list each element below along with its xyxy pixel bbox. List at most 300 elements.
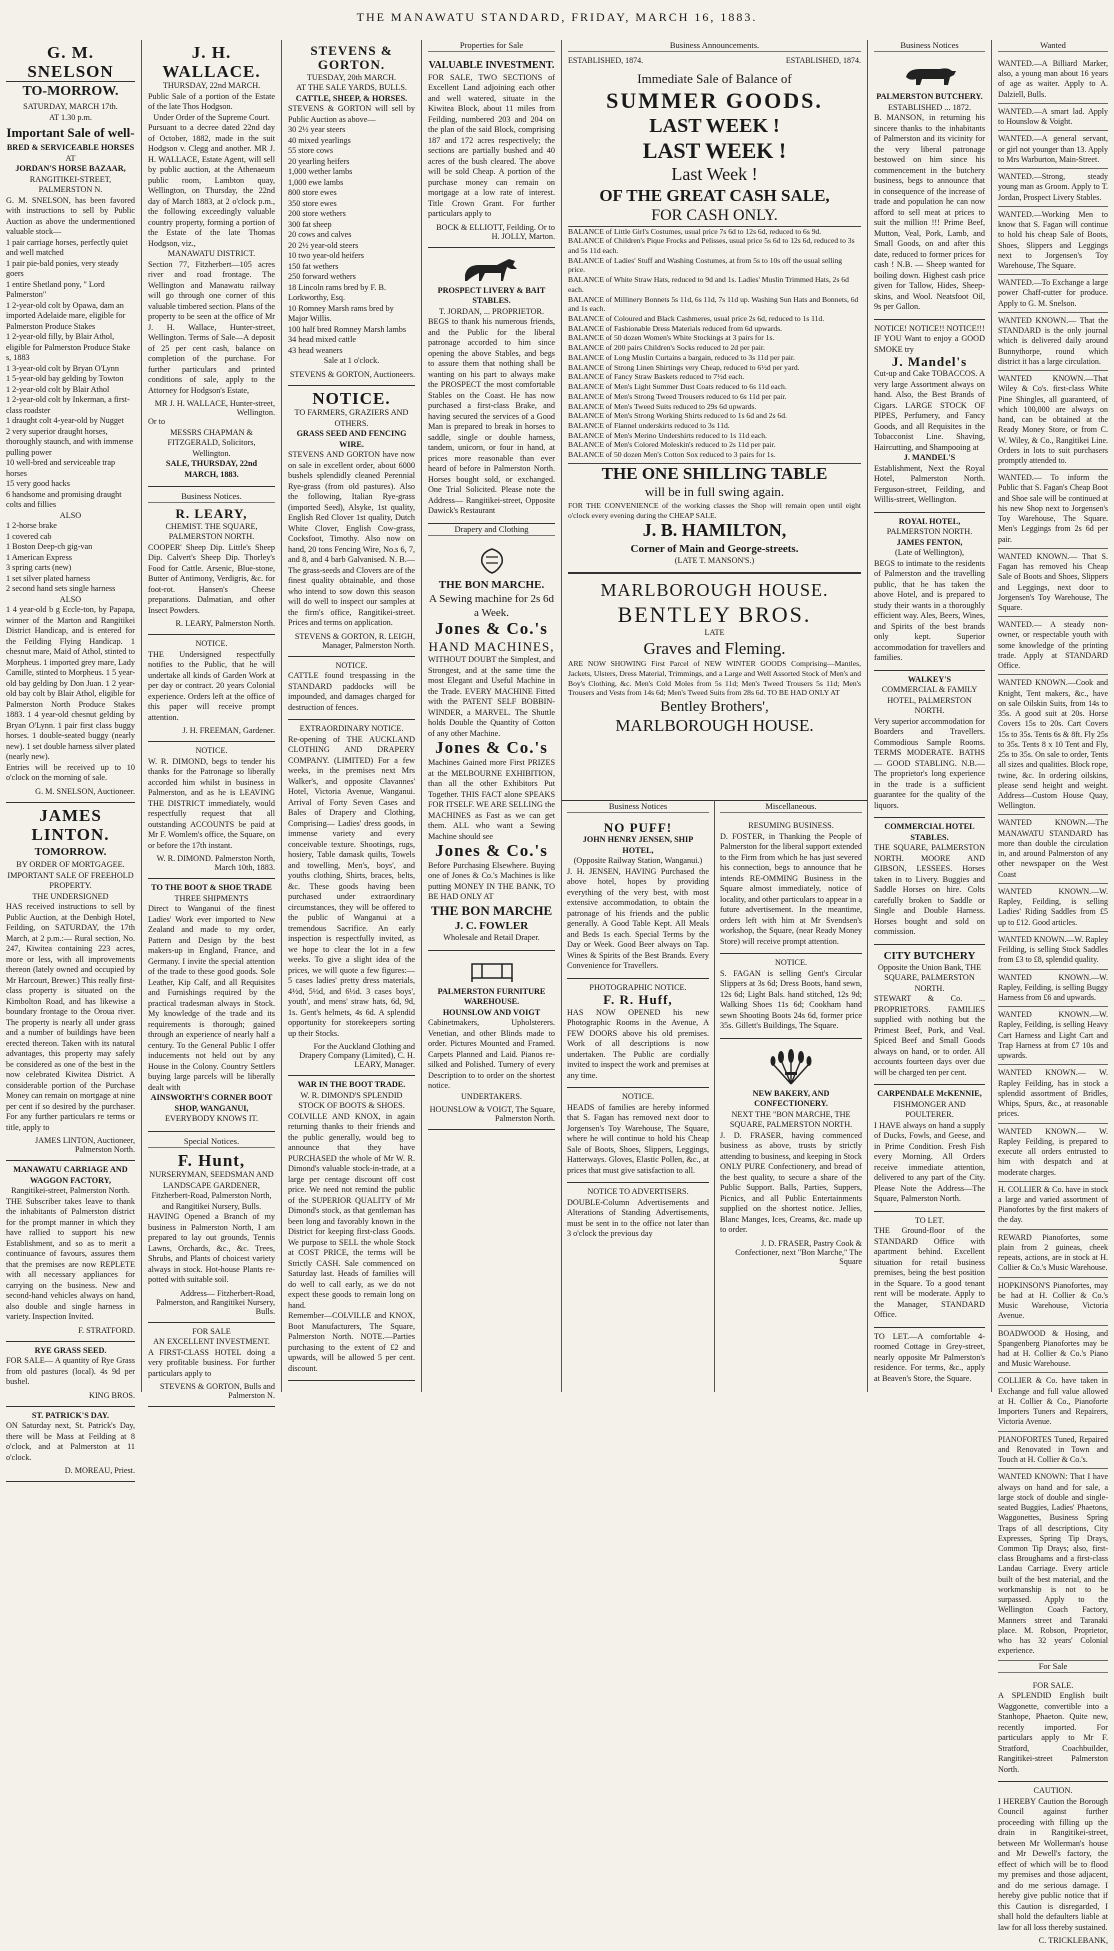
list-item: 6 handsome and promising draught colts and fillies [6,489,122,510]
ad-location: NEXT THE "BON MARCHE, THE SQUARE, PALMERSTON NORTH. [729,1109,853,1129]
ad-time: AT 1.30 p.m. [49,112,92,122]
ad-subheading: CHEMIST. THE SQUARE, PALMERSTON NORTH. [165,521,258,542]
ad-body: THE Subscriber takes leave to thank the inhabitants of Palmerston district for the prompt manner in which they have rallied to support his new Establishment, and so as to merit a continuance of favours, assures them that the premises are now REPLETE with all necessary appliances for carrying on the business. New and second-hand vehicles always on hand, also double and single harness in variety. Inspection Invited. [6,1196,135,1322]
ad-body: B. MANSON, in returning his sincere thanks to the inhabitants of Palmerston and its vicinity for the very liberal patronage bestowed on him since his commencement in the butchery business, begs to announce that in consequence of the increase of trade and population he can now afford to sell meat at prices to suit the million !!! Prime Beef, Mutton, Veal, Pork, Lamb, and Small Goods, on and after this date, reduced to former prices for cash ! N.B. — Sheep wanted for boiling down. Highest cash price given for Tallow, Hides, Sheep-skins, and Wool. Neatsfoot Oil, 9s per Gallon. [874,113,985,311]
stock-list [288,125,415,356]
list-item: 10 well-bred and serviceable trap horses [6,458,116,478]
ad-signature: W. R. DIMOND. Palmerston North, March 10th, 1883. [156,854,275,873]
ad-signature: D. MOREAU, Priest. [64,1466,135,1476]
ad-heading: VALUABLE INVESTMENT. [428,60,555,71]
ad-body: Pursuant to a decree dated 22nd day of October, 1882, made in the suit Hodgson v. Clegg and another. MR J. H. WALLACE, Estate Agent, will sell by public auction, at the Athenaeum public room, Lambton quay, Wellington, on Thursday, the 22nd day of March 1883, at 2 o'clock p.m., the following exceedingly valuable country property, forming a portion of the Estate of the late Thomas Hodgson, viz., [148,123,275,248]
ad-signature: J. H. FREEMAN, Gardener. [182,726,275,736]
city-butchery-ad [874,945,985,1086]
livery-ad [428,248,555,524]
ad-body: FOR THE CONVENIENCE of the working classes the Shop will remain open until eight o'clock every evening during the CHEAP SALE. [568,500,861,520]
ad-subheading: TOMORROW. [34,846,107,859]
ad-late: LATE [704,628,725,638]
section-label: Business Notices [567,801,709,813]
list-item: 40 mixed yearlings [288,135,351,145]
list-item: 1,000 wether lambs [288,167,353,177]
stables-ad [874,818,985,945]
list-item: 800 store ewes [288,188,337,198]
ad-heading: NOTICE. [312,388,391,408]
list-item: BALANCE of Men's Merino Undershirts reduced to 1s 11d each. [568,430,767,440]
ad-established: ESTABLISHED ... 1872. [887,102,972,112]
royal-hotel-ad [874,513,985,671]
list-item: BALANCE of Men's Strong Working Shirts reduced to 1s 6d and 2s 6d. [568,411,787,421]
ad-heading: WALKEY'S [907,674,952,684]
column-1 [0,40,142,1476]
caution-ad [998,1782,1108,1951]
ad-heading: AINSWORTH'S CORNER BOOT SHOP, WANGANUI, [150,1093,273,1113]
wanted-ad: WANTED KNOWN: That I have always on hand and for sale, a large stock of double and single-seated Buggies, Ladies' Phaetons, Waggonettes, Business Spring Traps of all descriptions, City Expresses, Spring Tip Drays, Common Tip Drays; also, first-class Broughams and a first-class Landau Carriage. Every article built of the best material, and the workmanship is not to be surpassed. Apply to the Wellington Coach Factory, Manners street and Taranaki place. M. Robson, Proprietor, who has 32 years' Colonial experience. [998,1469,1108,1660]
ad-location: Establishment, Next the Royal Hotel, Palmerston North. Ferguson-street, Feilding, and Willis-street, Wellington. [874,463,985,505]
list-item: 1 set silver plated harness [6,573,91,583]
ad-body: A SPLENDID English built Waggonette, convertible into a Stanhope, Phaeton. Quite new, recently imported. For particulars apply to Mr F. Stratford, Coachbuilder, Rangitikei-street Palmerston North. [998,1691,1108,1774]
list-item: 2 very superior draught horses, thoroughly staunch, and with immense pulling power [6,426,134,457]
established-row [568,56,861,65]
ad-body: TO LET.—A comfortable 4-roomed Cottage in Grey-street, nearly opposite Mr Palmerston's residence. For terms, &c., apply at Beaven's Store, the Square. [874,1331,985,1383]
ad-subheading: TO-MORROW. [22,84,119,100]
waggonette-ad [998,1677,1108,1783]
bon-marche-ad [428,540,555,951]
list-item: BALANCE of Men's Light Summer Dust Coats reduced to 6s 11d each. [568,382,787,392]
ad-line: MESSRS CHAPMAN & FITZGERALD, Solicitors, Wellington. [167,427,256,458]
list-item: 200 store wethers [288,209,346,219]
ad-tagline: EVERYBODY KNOWS IT. [164,1114,258,1124]
ad-line: Under Order of the Supreme Court. [153,112,270,122]
ad-heading: PROSPECT LIVERY & BAIT STABLES. [437,285,546,306]
ad-date: TUESDAY, 20th MARCH. [306,72,397,82]
ad-heading: PALMERSTON FURNITURE WAREHOUSE. [437,986,546,1007]
list-item: BALANCE of Little Girl's Costumes, usual price 7s 6d to 12s 6d, reduced to 6s 9d. [568,226,822,236]
summer-goods-heading: SUMMER GOODS. [606,87,823,113]
ad-signature: HOUNSLOW & VOIGT, The Square, Palmerston North. [429,1105,555,1124]
marlborough-footer: MARLBOROUGH HOUSE. [615,716,814,736]
ad-body: D. FOSTER, in Thanking the People of Palmerston for the liberal support extended to the Firm from which he has just severed his connection, begs to announce that he intends RE-OMMING Business in the Square almost immediately, notice of locality, and other particulars to appear in a future advertisement. In the meantime, orders left with him at Mr Svendsen's workshop, the Square, (near Ready Money Store) will receive prompt attention. [720,831,862,946]
ad-body: Re-opening of THE AUCKLAND CLOTHING AND DRAPERY COMPANY. (LIMITED) For a few weeks, in the premises next Mrs Walker's, and opposite Clavannes' Hotel, Victoria Avenue, Wanganui. Arrival of Forty Seven Cases and Bales of Drapery and Clothing, Comprising— Ladies' dress goods, in immense variety and every conceivable texture. Shootings, rugs, hosiery, Table damask quilts, Towels and towelling, Men's, boys', and youths clothing, Shirts, braces, belts, &c. These goods having been purchased under extraordinary circumstances, they will be offered to the public of Wanganui at a tremendous Sacrifice. An early inspection is respectfully invited, as we hope to clear the lot in a few weeks. To give a slight idea of the prices, we will quote a few figures:— 5 cases ladies' pretty dress materials, 4½d, 5½d, and 6½d. 3 cases boys', youth', and mens' straw hats, 6d, 9d, 1s. Gent's helmets, 4s 6d. A splendid opportunity for storekeepers sorting up their Stocks. [288,734,415,1038]
ad-subheading: JOHN HENRY JENSEN, SHIP HOTEL, [582,835,694,855]
list-item: BALANCE of Strong Linen Shirtings very Cheap, reduced to 6½d per yard. [568,362,800,372]
list-item: BALANCE of Ladies' Stuff and Washing Costumes, at from 5s to 10s off the usual selling price. [568,255,843,275]
wallace-ad [148,40,275,487]
ad-body: Before Purchasing Elsewhere. Buying one of Jones & Co.'s Machines is like putting MONEY IN THE BANK, TO BE HAD ONLY AT [428,860,555,902]
list-item: 10 Romney Marsh rams bred by Major Willis. [288,303,394,324]
marlborough-heading: MARLBOROUGH HOUSE. [600,580,829,601]
wanted-ad: WANTED KNOWN.— That S. Fagan has removed his Cheap Sale of Boots and Shoes, Slippers and Leggings, next door to Jorgensen's Toy Warehouse, The Square. [998,549,1108,617]
ad-signature: Address— Fitzherbert-Road, Palmerston, and Rangitikei Nursery, Bulls. [156,1288,275,1316]
ad-signature: Remember—COLVILLE and KNOX, Boot Manufacturers, The Square, Palmerston North. NOTE.—Parties purchasing to the extent of £2 and upwards, will be allowed 5 per cent. discount. [288,1311,415,1373]
list-item: 1 2-year-old colt by Opawa, dam an imported Adelaide mare, eligible for Palmerston Produce Stakes [6,300,126,331]
ad-body: THE Ground-floor of the STANDARD Office with apartment behind. Excellent situation for retail business premises, being the best position in the Square. To a good tenant rent will be moderate. Apply to the Manager, STANDARD Office. [874,1226,985,1320]
ad-date: THURSDAY, 22nd MARCH. [162,81,261,91]
ad-body: STEVENS AND GORTON have now on sale in excellent order, about 6000 bushels splendidly cleaned Perennial Rye-grass (from old pastures). Also the following, Italian Rye-grass (imported Seed), Alsyke, 1st quality, English Red Clover 1st quality, Dutch White Clover, English Cow-grass, Cocksfoot, Timothy. Also now on hand, 20 tons Fencing Wire, No.s 6, 7, and 8, and 4 barb Galvanised. N. B.—The grass-seeds and Clovers are of the finest quality obtainable, and those who intend to sow down this season will do well to inspect our samples at the firm's office, Rangitikei-street. Prices and terms on application. [288,450,415,628]
list-item: 1 entire Shetland pony, " Lord Palmerston" [6,279,105,300]
ad-heading: TO THE BOOT & SHOE TRADE [151,883,272,893]
ad-body: FOR SALE, TWO SECTIONS of Excellent Land adjoining each other and well watered, situate in the Kiwitea Block, about 11 miles from Feilding, numbered 203 and 204 on the plan of the said Block, comprising 187 and 172 acres respectively; the sections are partially bushed and 40 acres of the bush cleared. The above will be sold Cheap. A portion of the purchase money can remain on mortgage at a low rate of interest. Title Crown Grant. For further particulars apply to [428,72,555,219]
dimond-ad [148,742,275,879]
ad-body: THE SQUARE, PALMERSTON NORTH. MOORE AND GIBSON, LESSEES. Horses taken in to Livery. Buggies and Saddle Horses on hire. Colts carefully broken to Saddle or Single and Double Harness. Horses bought and sold on commission. [874,843,985,937]
list-item: BALANCE of Men's Colored Moleskin's reduced to 2s 11d per pair. [568,440,776,450]
list-item: 1 3-year-old colt by Bryan O'Lynn [6,363,119,373]
ad-subheading: HOUNSLOW AND VOIGT [442,1007,541,1017]
ad-location: Fitzherbert-Road, Palmerston North, and Rangitikei Nursery, Bulls. [151,1191,272,1211]
wanted-ad: WANTED KNOWN.—The MANAWATU STANDARD has more than double the circulation in, and around Palmerston of any other newspaper on the West Coast [998,815,1108,883]
column-3 [282,40,422,1392]
walkeys-ad [874,671,985,819]
ad-heading: JAMES LINTON. [31,805,110,844]
ad-heading: R. LEARY, [175,506,248,522]
last-week-heading: Last Week ! [671,164,758,185]
ad-heading: F. Hunt, [177,1150,246,1170]
list-item: 1,000 ewe lambs [288,177,344,187]
wanted-ad: WANTED KNOWN.—W. Rapley, Feilding, is selling Buggy Harness from £6 and upwards. [998,970,1108,1008]
ad-heading: Jones & Co.'s [435,738,548,758]
list-item: 20 2½ year-old steers [288,240,359,250]
list-item: BALANCE of White Straw Hats, reduced to 9d and 1s. Ladies' Muslin Trimmed Hats, 2s 6d each. [568,275,849,294]
list-item: BALANCE of Long Muslin Curtains a bargain, reduced to 3s 11d per pair. [568,352,795,362]
list-item: 2 second hand sets single harness [6,584,116,594]
wanted-ad: WANTED.— A steady non-owner, or respectable youth with some knowledge of the printing trade. Apply at STANDARD Office. [998,617,1108,675]
ad-signature: MR J. H. WALLACE, Hunter-street, Wellington. [154,399,275,418]
ad-subtitle: BRED & SERVICEABLE HORSES [6,143,135,153]
ad-signature: STEVENS & GORTON, Bulls and Palmerston N. [159,1382,275,1401]
advertisers-ad [567,1183,709,1246]
section-label: Business Announcements. [568,40,861,52]
ad-subheading: JAMES FENTON, [896,537,963,547]
list-item: 20 cows and calves [288,230,352,240]
ad-line: MANAWATU DISTRICT. [167,249,256,259]
ad-subheading: HAND MACHINES, [428,638,555,654]
ad-note: (LATE T. MANSON'S.) [674,555,755,565]
cottage-ad [874,1328,985,1391]
ad-line: THE UNDERSIGNED [32,891,109,901]
list-item: BALANCE of Fancy Straw Baskets reduced to 7½d each. [568,372,745,382]
section-label: Wanted [998,40,1108,52]
ad-subheading: NURSERYMAN, SEEDSMAN AND LANDSCAPE GARDENER, [149,1170,274,1190]
auckland-clothing-ad [288,720,415,1076]
established-left: ESTABLISHED, 1874. [568,56,644,65]
cattle-ad [288,657,415,721]
ad-note: Sale at 1 o'clock. [323,356,380,366]
ad-at: AT [65,153,76,163]
bentley-heading: BENTLEY BROS. [617,602,812,628]
list-item: BALANCE of Millinery Bonnets 5s 11d, 6s 11d, 7s 11d up. Washing Sun Hats and Bonnets, 6d and 1s each. [568,294,859,314]
piano-ad: REWARD Pianofortes, some plain from 2 guineas, cheek repeats, actions, are in stock at H. Collier & Co.'s Music Warehouse. [998,1230,1108,1278]
list-item: 10 two year-old heifers [288,251,364,261]
ad-subheading: W. R. DIMOND'S SPLENDID STOCK OF BOOTS & SHOES. [298,1090,405,1111]
list-item: 43 head weaners [288,345,343,355]
section-label: For Sale [998,1661,1108,1673]
list-item: 350 store ewes [288,198,337,208]
ad-heading: RYE GRASS SEED. [34,1345,107,1355]
ad-signature: J. D. FRASER, Pastry Cook & Confectioner, next "Bon Marche," The Square [735,1238,862,1266]
list-item: 1 2-year-old filly, by Blair Athol, eligible for Palmerston Produce Stake s, 1883 [6,332,131,363]
ad-body: ON Saturday next, St. Patrick's Day, there will be Mass at Feilding at 8 o'clock, and at Palmerston at 11 o'clock. [6,1421,135,1462]
fagan-notice-ad [567,1088,709,1183]
section-label: Special Notices. [148,1136,275,1148]
ad-body: G. M. SNELSON, has been favored with instructions to sell by Public Auction as above the undermentioned valuable stock— [6,195,135,237]
ad-heading: CARPENDALE McKENNIE, [877,1089,982,1099]
ad-subheading: THREE SHIPMENTS [174,893,249,903]
ad-signature: J. MANDEL'S [903,453,956,463]
ad-also: ALSO [59,594,82,604]
ad-body: CATTLE found trespassing in the STANDARD paddocks will be impounded, and damages charged for destruction of fences. [288,671,415,712]
ad-line: IMPORTANT SALE OF FREEHOLD PROPERTY. [7,870,134,891]
ad-heading: FOR SALE [192,1326,231,1336]
section-label: Drapery and Clothing [428,524,555,536]
cash-sale-heading: OF THE GREAT CASH SALE, [599,186,830,205]
list-item: 1 2-year-old colt by Inkerman, a first-class roadster [6,395,130,415]
list-item: 1 draught colt 4-year-old by Nugget [6,416,124,426]
ad-location: Opposite the Union Bank, THE SQUARE, PALMERSTON NORTH. [877,962,982,993]
list-item: BALANCE of Fashionable Dress Materials reduced from 6d upwards. [568,323,783,333]
ad-heading: NO PUFF! [603,820,673,835]
list-item: 100 half bred Romney Marsh lambs [288,324,407,334]
ad-body: J. H. JENSEN, HAVING Purchased the above hotel, hopes by providing everything of the very best, with most extensive accommodation, to obtain the patronage of his friends and the public generally. A Good Table Kept. All Meals and Beds 1s each. Special Terms by the Day or Week. Good Beer always on Tap. Wines & Spirits of the Best Brands. Every Convenience for Travellers. [567,866,709,971]
list-item: BALANCE of Flannel underskirts reduced to 3s 11d. [568,420,730,430]
wanted-ad: WANTED.—A general servant, or girl not younger than 13. Apply to Mrs Warburton, Main-Street. [998,131,1108,169]
piano-ad: HOPKINSON'S Pianofortes, may be had at H. Collier & Co.'s Music Warehouse, Victoria Avenue. [998,1278,1108,1326]
list-item: 15 very good hacks [6,479,70,489]
wanted-ad: WANTED.—To Exchange a large power Chaff-cutter for produce. Apply to G. M. Snelson. [998,275,1108,313]
ad-body: Public Sale of a portion of the Estate of the late Thos Hodgson. [148,91,275,112]
ad-signature: KING BROS. [89,1390,135,1400]
list-item: 30 2½ year steers [288,125,346,135]
ad-body: Very superior accommodation for Boarders and Travellers. Commodious Sample Rooms. TERMS MODERATE. BATHS— GOOD STABLING. N.B.—The proprietor's long experience in the trade is a sufficient guarantee for the quality of the liquors. [874,716,985,810]
ad-heading: ST. PATRICK'S DAY. [31,1410,110,1420]
ad-body: J. D. FRASER, having commenced business as above, trusts by strictly attending to business, and keeping in Stock ONLY PURE Confectionery, and bread of the best quality, to secure a share of the Public Support. Balls, Parties, Suppers, Picnics, and all Public Entertainments supplied on the shortest notice. Jellies, Blanc Manges, Ices, Creams, &c. made up to order. [720,1130,862,1234]
foster-ad [720,817,862,954]
column-6 [868,40,992,1392]
ad-signature: For the Auckland Clothing and Drapery Company (Limited), C. H. LEARY, Manager. [299,1042,415,1070]
list-item: 1 Boston Deep-ch gig-van [6,542,93,552]
horse-icon [457,255,527,283]
ad-heading: ROYAL HOTEL, [898,516,961,526]
wanted-ad: WANTED KNOWN.—W. Rapley, Feilding, is selling Heavy Cart Harness and Light Cart and Trap Harness at from £7 10s and upwards. [998,1007,1108,1065]
ad-body: WITHOUT DOUBT the Simplest, and Strongest, and at the same time the most Elegant and Useful Machine in the Trade. EVERY MACHINE Fitted with the PATENT SELF BOBBIN-WINDER, a MARVEL. The Shuttle holds Double the Quantity of Cotton of any other Machine. [428,655,555,738]
carpendale-ad [874,1085,985,1212]
boot-trade-ad [148,879,275,1132]
cash-only-heading: FOR CASH ONLY. [568,206,861,226]
section-label: Business Notices. [148,491,275,503]
ad-heading: RESUMING BUSINESS. [748,821,834,830]
ad-heading: F. R. Huff, [603,992,673,1008]
ad-subheading: GRASS SEED AND FENCING WIRE. [296,429,407,449]
carriage-ad [6,1161,135,1342]
ad-body: W. R. DIMOND, begs to tender his thanks for the Patronage so liberally accorded him whilst in business in Palmerston, and as he is LEAVING THE DISTRICT immediately, would respectfully request that all outstanding ACCOUNTS be paid at Mr F. Womlem's office, the Square, on or before the 17th instant. [148,756,275,850]
masthead: THE MANAWATU STANDARD, FRIDAY, MARCH 16, 1883. [356,10,758,24]
ad-heading: STEVENS & GORTON. [310,43,393,73]
ad-venue: JORDAN'S HORSE BAZAAR, [15,164,126,174]
ad-note: (Late of Wellington), [895,548,964,558]
last-week-heading: LAST WEEK ! [649,115,780,138]
ad-date: SATURDAY, MARCH 17th. [23,102,118,112]
ad-body: IF YOU Want to enjoy a GOOD SMOKE try [874,334,985,354]
ad-signature: STEVENS & GORTON, Auctioneers. [289,369,415,379]
piano-ad: H. COLLIER & Co. have in stock a large and varied assortment of Pianofortes by the first makers of the day. [998,1182,1108,1230]
column-2 [142,40,282,1401]
list-item: 1 pair pie-bald ponies, very steady goers [6,258,119,279]
piano-ad: BOADWOOD & Hosing, and Spangenberg Pianofortes may be had at H. Collier & Co.'s Piano and Music Warehouse. [998,1326,1108,1374]
section-label: Business Notices [874,40,985,52]
ad-signature: C. TRICKLEBANK, [1038,1936,1108,1946]
ad-body: S. FAGAN is selling Gent's Circular Slippers at 3s 6d; Dress Boots, hand sewn, 12s 6d; Light Bals. hand stitched, 12s 9d; Walking Shoes 11s 6d; Cookham hand sewn Shooting Boots 24s 6d, former price 35s. Gillett's Buildings, The Square. [720,968,862,1030]
piano-ad: PIANOFORTES Tuned, Repaired and Renovated in Town and Touch at H. Collier & Co.'s. [998,1432,1108,1470]
boot-war-ad [288,1076,415,1381]
patrick-ad [6,1407,135,1483]
wanted-ad: WANTED KNOWN.— That the STANDARD is the only journal which is delivered daily around Bunnythorpe, round which district it has a large circulation. [998,313,1108,371]
tolet-ad [874,1212,985,1328]
graves-heading: Graves and Fleming. [643,638,786,658]
ad-body: Machines Gained more First PRIZES at the MELBOURNE EXHIBITION, than all the other Exhibitors Put Together. THIS FACT alone SPEAKS FOR ITSELF. WE ARE SELLING the MACHINES as Fast as we can get them. ALL who want a Sewing Machine should see [428,758,556,841]
ad-heading: J. Mandel's [891,354,968,369]
ad-street: RANGITIKEI-STREET, PALMERSTON N. [29,174,112,195]
ad-subheading: A Sewing machine for 2s 6d a Week. [429,592,554,619]
wanted-ad: WANTED.—A Billiard Marker, also, a young man about 16 years of age as waiter. Apply to A. Dalziell, Bulls. [998,56,1108,104]
list-item: 34 head mixed cattle [288,335,356,345]
freeman-ad [148,635,275,742]
ad-body: Direct to Wanganui of the finest Ladies' Work ever imported to New Zealand and made to my order, Pattern and Design by the best makers-up in England, France, and Germany. I invite the special attention of the trade to these good goods. Sole Leather, Kip Calf, and all Requisites and Furnishings required by the practical tradesman always in Stock. My knowledge of the trade and its requirements is thorough; gained through an experience of nearly half a century. To the General Public I offer inducements not held out by any House in the Colony. Country Settlers buying large parcels will be liberally dealt with [148,904,275,1092]
ad-proprietor: T. JORDAN, ... PROPRIETOR. [438,306,544,316]
jensen-ad [567,817,709,979]
list-item: 3 spring carts (new) [6,563,72,573]
ad-body: HAS NOW OPENED his new Photographic Rooms in the Avenue, A FEW DOORS above his old premises. Work of all descriptions is now undertaken. The Public are cordially invited to inspect the work and premises at any time. [567,1007,709,1080]
ad-location: PALMERSTON NORTH. [886,527,973,537]
spread-hamilton [562,40,868,800]
ad-body: HEADS of families are hereby informed that S. Fagan has removed next door to Jorgensen's Toy Warehouse, The Square, where he will continue to hold his Cheap Sale of Boots, Shoes, Slippers, Leggings, Hatterways. Gloves, Elastic Pollen, &c., at prices that must give satisfaction to all. [567,1102,709,1175]
wanted-ad: WANTED KNOWN.—Cook and Knight, Tent makers, &c., have on sale Oilskin Suits, from 14s to 35s. A good suit at 20s. Horse Covers 15s to 20s. Cart Covers 15s to 35s. Tents 6s & 8ft. Fly 25s to 35s. Tents 8 x 10 Tent and Fly, 25s to 35s. On sale to order, Tents all sizes and qualities. Block rope, twine, &c. In ordering oilskins, please send height and weight. Address—Custom House Quay, Wellington. [998,675,1108,815]
ad-heading: J. C. FOWLER [454,920,529,933]
ad-signature: BOCK & ELLIOTT, Feilding. Or to H. JOLLY, Marton. [436,222,555,241]
ad-body: BEGS to thank his numerous friends, and the Public for the liberal patronage accorded to him since opening the above Stables, and begs to assure them that nothing shall be wanting on his part to always make the PROSPECT the most comfortable Stables on the Coast. He has now purchased a first-class Brake, and having secured the services of a Good Man is prepared to break in horses to saddle, single or double harness, tandem, unicorn, or four in hand, at prices more reasonable than ever heard of before in Palmerston North. Horses bought sold, or exchanged. One Trial Solicited. Please note the Address— Rangitikei-street, Opposite Dawick's Restaurant [428,317,555,516]
bentley-brothers: Bentley Brothers', [660,699,769,716]
list-item: BALANCE of 50 dozen Men's Cotton Sox reduced to 3 pairs for 1s. [568,450,776,460]
furniture-ad [428,951,555,1131]
photo-ad [567,979,709,1088]
hotel-sale-ad [148,1323,275,1408]
ad-signature: JAMES LINTON, Auctioneer, Palmerston North. [34,1136,135,1155]
wanted-ad: WANTED KNOWN.— W. Rapley Feilding, is prepared to execute all orders entrusted to him with despatch and at moderate charges. [998,1124,1108,1182]
ad-heading: FOR SALE. [1032,1680,1074,1690]
ad-signature: G. M. SNELSON, Auctioneer. [35,786,135,796]
ad-body: Cabinetmakers, Upholsterers. Venetian, and other Blinds made to order. Pictures Mounted and Framed. Carpets Planned and Laid. Pianos re-silked and Polished. Turnery of every Description to to order on the shortest notice. [428,1018,555,1091]
section-label: Properties for Sale [428,40,555,52]
ad-also: ALSO [59,510,82,520]
ad-heading: TO LET. [914,1215,945,1225]
ad-heading: EXTRAORDINARY NOTICE. [299,724,404,734]
ad-line: SALE, THURSDAY, 22nd MARCH, 1883. [165,459,258,479]
ad-location: Corner of Main and George-streets. [630,542,799,555]
ad-heading: NOTICE. [195,639,228,649]
list-item: 1 5-year-old bay gelding by Towton [6,374,124,384]
wanted-ad: WANTED.—Strong, steady young man as Groom. Apply to T. Jordan, Prospect Livery Stables. [998,169,1108,207]
list-item: BALANCE of Coloured and Black Cashmeres, usual price 2s 6d, reduced to 1s 11d. [568,314,825,324]
ad-heading: NOTICE TO ADVERTISERS. [587,1187,689,1197]
ad-subheading: COMMERCIAL & FAMILY HOTEL, PALMERSTON NORTH. [881,685,978,716]
ad-line: Or to [148,417,166,427]
wanted-ad: WANTED.—A smart lad. Apply to Hounslow & Voight. [998,104,1108,131]
ad-heading: Jones & Co.'s [435,619,548,639]
ad-signature: STEVENS & GORTON, R. LEIGH, Manager, Palmerston North. [294,631,415,650]
ad-heading: PHOTOGRAPHIC NOTICE. [589,982,687,992]
ad-heading: NOTICE. [621,1092,655,1102]
shilling-table-heading: THE ONE SHILLING TABLE [568,463,861,484]
ad-location: (Opposite Railway Station, Wanganui.) [573,856,703,866]
mandel-ad [874,320,985,513]
ad-heading: CAUTION. [1033,1786,1073,1796]
wheat-sheaf-icon [751,1046,831,1086]
wanted-ad: WANTED KNOWN.—That Wiley & Co's. first-class White Pine Shingles, all guaranteed, of which 100,000 are always on hand, can be obtained at the Ready Money Store, or from C. W. Wiley, & Co., Rangitikei Line. Orders in lots to suit purchasers promptly attended to. [998,371,1108,470]
balance-list [568,227,861,460]
ad-heading: J. H. WALLACE. [162,43,261,81]
list-item: 150 fat wethers [288,261,339,271]
investment-ad [428,56,555,248]
linton-ad [6,803,135,1161]
ad-signature: F. STRATFORD. [78,1325,135,1335]
stock-list [6,238,135,511]
wanted-ad: WANTED KNOWN.— W. Rapley Feilding, has in stock a splendid assortment of Bridles, Whips, Spurs, &c., at reasonable prices. [998,1065,1108,1123]
list-item: 20 yearling heifers [288,156,350,166]
bull-icon [900,63,960,89]
ad-body: Section 77, Fitzherbert—105 acres river and road frontage. The Wellington and Manawatu railway will go through one corner of this valuable timbered section. Plans of the property to be seen at the office of Mr J. H. Wallace, Hunter-street, Wellington. Terms of Sale—A deposit of 25 per cent cash, balance on completion of the purchase. For further particulars and printed conditions of sale, apply to the Attorney for Hodgson's Estate, [148,259,275,395]
list-item: 1 2-horse brake [6,521,57,531]
ad-subheading: UNDERTAKERS. [461,1091,522,1101]
vehicle-list [6,521,135,595]
ad-heading: G. M. SNELSON [6,44,135,82]
butchery-ad [874,56,985,320]
ad-subheading: AN EXCELLENT INVESTMENT. [153,1337,270,1347]
ad-body: ARE NOW SHOWING First Parcel of NEW WINTER GOODS Comprising—Mantles, Jackets, Ulsters, Dress Material, Trimmings, and a Large and Well Assorted Stock of Men's and Boy's Clothing, &c. Men's Cold Moles from 5s 11d; Men's Tweed Trousers 5s 11d; Men's Trousers and Vests from 14s 6d; Men's Tweed Suits from 28s 6d. TO BE HAD ONLY AT [568,659,861,698]
ad-signature: R. LEARY, Palmerston North. [175,619,275,629]
last-week-heading: LAST WEEK ! [642,138,787,164]
section-label: Miscellaneous. [720,801,862,813]
ad-body: Cut-up and Cake TOBACCOS. A very large Assortment always on hand. Also, the Best Brands of Cigars. LARGE STOCK OF PIPES, Perfumery, and Fancy Goods, and all Requisites in the Tobacconist Line. Shaving, Haircutting, and Shampooing at [874,369,985,452]
ad-subheading: CATTLE, SHEEP, & HORSES. [295,93,408,103]
ad-body: THE Undersigned respectfully notifies to the Public, that he will undertake all kinds of Garden Work at per day or contract. 20 years Colonial experience. Orders left at the office of this paper will receive prompt attention. [148,649,275,722]
ad-heading: PALMERSTON BUTCHERY. [876,92,983,101]
ad-heading: NEW BAKERY, AND CONFECTIONERY. [752,1088,830,1108]
list-item: BALANCE of Men's Tweed Suits reduced to 29s 6d upwards. [568,401,757,411]
divider [568,572,861,574]
furniture-icon [462,958,522,984]
ad-heading: NOTICE. [774,958,808,967]
established-right: ESTABLISHED, 1874. [785,56,861,65]
list-item: 1 2-year-old colt by Blair Athol [6,384,110,394]
lower-right [715,800,868,1392]
piano-ad: COLLIER & Co. have taken in Exchange and full value allowed at H. Collier & Co., Pianoforte Importers Tuners and Repairers, Victoria Avenue. [998,1373,1108,1431]
ad-heading: THE BON MARCHE [430,902,553,918]
list-item: 1 covered cab [6,531,52,541]
shilling-subheading: will be in full swing again. [644,484,785,500]
ad-subheading: Wholesale and Retail Draper. [443,933,540,943]
ad-line: BY ORDER OF MORTGAGEE. [16,860,125,870]
hunt-ad [148,1132,275,1323]
list-item: BALANCE of 50 dozen Women's White Stockings at 3 pairs for 1s. [568,333,775,343]
ad-subheading: TO FARMERS, GRAZIERS AND OTHERS. [294,408,409,428]
ad-heading: NOTICE! NOTICE!! NOTICE!!! [874,323,985,333]
wanted-ad: WANTED.— To inform the Public that S. Fagan's Cheap Boot and Shoe sale will be continued at his new Shop next to Jorgensen's Toy Warehouse, The Square. Men's Leggings from 2s 6d per pair. [998,470,1108,549]
list-item: 1 pair carriage horses, perfectly quiet and well matched [6,237,128,258]
ad-body: STEWART & Co. ... PROPRIETORS. FAMILIES supplied with nothing but the Primest Beef, Pork, and Veal. Spiced Beef and Small Goods always on hand, or to order. All accounts fourteen days over due will be charged ten per cent. [874,994,985,1077]
ad-body: STEVENS & GORTON will sell by Public Auction as above— [288,104,415,124]
ad-heading: THE BON MARCHE. [438,578,545,591]
ad-body: BEGS to intimate to the residents of Palmerston and the travelling public, that he has taken the above Hotel, and is prepared to study their wants in a thoroughly efficient way. Ales, Beers, Wines, and Spirits of the best brands only kept. Superior accommodation for travellers and families. [874,558,985,663]
hamilton-heading: J. B. HAMILTON, [642,520,787,541]
ad-body: A FIRST-CLASS HOTEL doing a very profitable business. For further particulars apply to [148,1347,275,1378]
wanted-ad: WANTED KNOWN.—W. Rapley Feilding, is selling Stock Saddles from £3 to £8, splendid quality. [998,932,1108,970]
ad-heading: CITY BUTCHERY [883,949,976,962]
